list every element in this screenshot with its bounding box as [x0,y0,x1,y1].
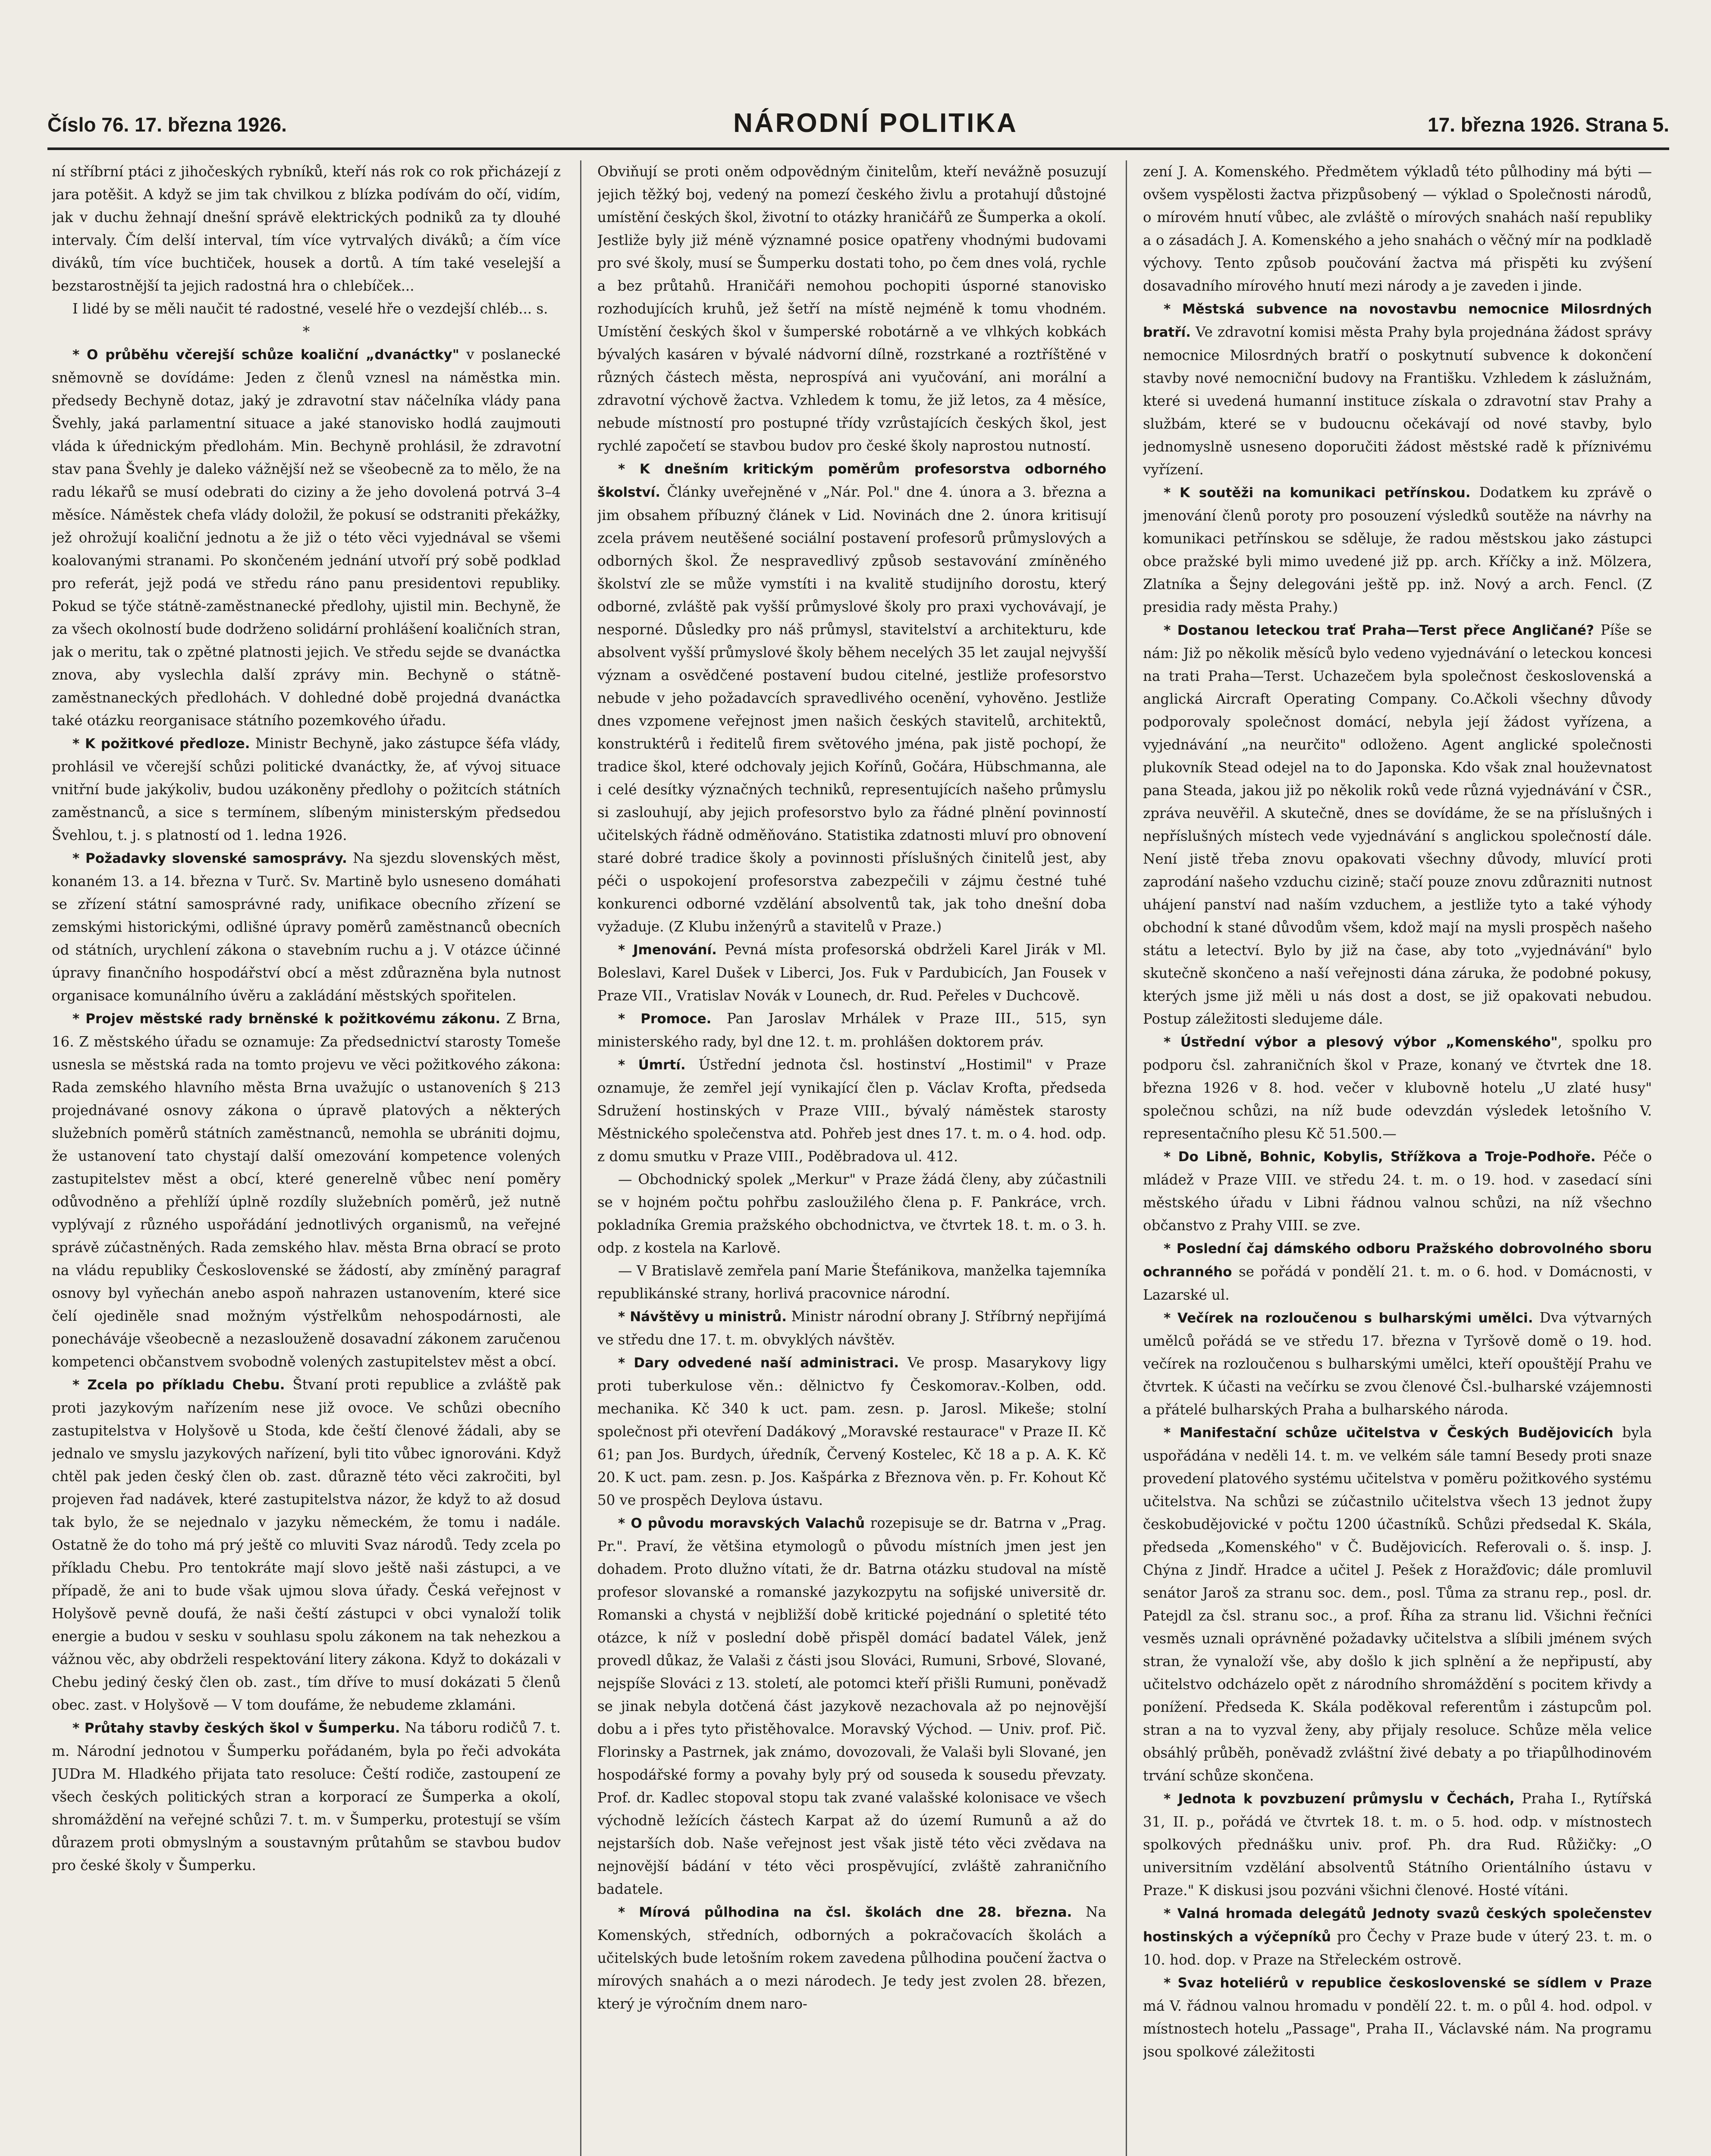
article-text: Ve prosp. Masarykovy ligy proti tuberkulose věn.: dělnictvo fy Českomorav.-Kolben, odd. mechanika. Kč 340 k uct. pam. zesn. p. Jarosl. Mikeše; stolní společnost při otevření Dadákový „Moravské restaurace" v Praze II. Kč 61; pan Jos. Burdych, úředník, Červený Kostelec, Kč 18 a p. A. K. Kč 20. K uct. pam. zesn. p. Jos. Kašpárka z Březnova věn. p. Fr. Kohout Kč 50 ve prospěch Deylova ústavu. [597,1354,1106,1508]
article-text: Praha I., Rytířská 31, II. p., pořádá ve čtvrtek 18. t. m. o 5. hod. odp. v místnostech spolkových přednášku univ. prof. Ph. dra Rud. Růžičky: „O universitním vzdělání absolventů Státního Orientálního ústavu v Praze." K diskusi jsou pozváni všichni členové. Hosté vítáni. [1143,1790,1652,1899]
article-paragraph [597,1351,1106,1512]
header-rule [47,147,1669,150]
article-heading: * Ústřední výbor a plesový výbor „Komenského" [1164,1034,1558,1050]
article-paragraph [52,298,561,320]
column-3 [1143,160,1652,2156]
column-divider [1126,160,1127,2156]
article-text: Péče o mládež v Praze VIII. ve středu 24. t. m. o 19. hod. v zasedací síni městského úřadu v Libni řádnou valnou schůzi, na níž všechno občanstvo z Prahy VIII. se zve. [1143,1148,1652,1234]
article-paragraph [597,1512,1106,1901]
column-2 [597,160,1106,2156]
article-text: Na táboru rodičů 7. t. m. Národní jednotou v Šumperku pořádaném, byla po řeči advokáta JUDra M. Hladkého přijata tato resoluce: Čeští rodiče, zastoupení ze všech českých politických stran a korporací ze Šumperka a okolí, shromáždění na veřejné schůzi 7. t. m. v Šumperku, protestují se vším důrazem proti obmyslným a soustavným průtahům se stavbou budov pro české školy v Šumperku. [52,1720,561,1874]
article-paragraph [1143,1971,1652,2063]
article-paragraph [597,1053,1106,1168]
article-text: Články uveřejněné v „Nár. Pol." dne 4. února a 3. března a jim obsahem příbuzný článek v Lid. Novinách dne 2. února kritisují zcela právem neutěšené sociální postavení profesorů průmyslových a odborných škol. Že nespravedlivý způsob sestavování zmíněného školství zle se může vymstíti i na kvalitě studijního dorostu, který odborné, zvláště pak vyšší průmyslové školy pro praxi vychovávají, je nesporné. Důsledky pro náš průmysl, stavitelství a architekturu, kde absolvent vyšší průmyslové školy během necelých 35 let zaujal nejvyšší význam a osvědčené postavení budou citelné, jestliže profesorstvo nebude v jeho požadavcích spravedlivého ocenění, vyhověno. Jestliže dnes vzpomene veřejnost jmen našich českých stavitelů, architektů, konstruktérů i ředitelů firem světového jména, pak jistě pochopí, že tradice škol, které odchovaly jejich Kořínů, Gočára, Hübschmanna, ale i celé desítky význačných techniků, representujících našeho průmyslu si zaslouhují, aby jejich profesorstvo bylo za řádné plnění povinností učitelských řádně odměňováno. Statistika zdatnosti mluví pro obnovení staré dobré tradice školy a povinnosti příslušných činitelů jest, aby péči o uspokojení profesorstva zabezpečili v zájmu čestné tuhé konkurenci odborné vzdělání absolventů tak, jak toho dnešní doba vyžaduje. (Z Klubu inženýrů a stavitelů v Praze.) [597,484,1106,935]
article-text: Ve zdravotní komisi města Prahy byla projednána žádost správy nemocnice Milosrdných bratří o poskytnutí subvence k dokončení stavby nové nemocniční budovy na Františku. Vzhledem k záslužnám, které si uvedená humanní instituce získala o zdravotní stav Prahy a službám, které se v budoucnu očekávají od nové stavby, bylo jednomyslně usneseno doporučiti žádost městské radě k příznivému vyřízení. [1143,324,1652,478]
article-heading: * Svaz hoteliérů v republice československé se sídlem v Praze [1164,1975,1652,1991]
article-paragraph [52,343,561,732]
article-heading: * Dostanou leteckou trať Praha—Terst přece Angličané? [1164,623,1594,638]
article-text: — Obchodnický spolek „Merkur" v Praze žádá členy, aby zúčastnili se v hojném počtu pohřbu zasloužilého člena p. F. Pankráce, vrch. pokladníka Gremia pražského obchodnictva, ve čtvrtek 18. t. m. o 3. h. odp. z kostela na Karlově. [597,1171,1106,1256]
article-text: Píše se nám: Již po několik měsíců bylo vedeno vyjednávání o leteckou koncesi na trati Praha—Terst. Uchazečem byla společnost československá a anglická Aircraft Operating Company. Co.Ačkoli všechny důvody podporovaly společnost domácí, nebyla její žádost vyřízena, a vyjednávání „na neurčito" odloženo. Agent anglické společnosti plukovník Stead odejel na to do Japonska. Kdo však znal houževnatost pana Steada, jakou již po několik roků vede různá vyjednávání v ČSR., zpráva neuvěřil. A skutečně, dnes se dovídáme, že se na příslušných i nepříslušných místech vede vyjednávání s anglickou společností dále. Není jistě třeba znovu opakovati všechny důvody, mluvící proti zaprodání našeho vzduchu cizině; stačí pouze znovu zdůrazniti nutnost uhájení panství nad naším vzduchem, a jestliže tyto a také výhody obchodní k stané důvodům všem, kdož mají na mysli prospěch našeho státu a letectví. Bylo by již na čase, aby toto „vyjednávání" bylo skutečně skončeno a naší veřejnosti dána záruka, že podobné pokusy, kterých jsme již měli u nás dost a dost, se již opakovati nebudou. Postup záležitosti sledujeme dále. [1143,622,1652,1027]
article-paragraph [52,1373,561,1717]
article-text: Pevná místa profesorská obdrželi Karel Jirák v Ml. Boleslavi, Karel Dušek v Liberci, Jos. Fuk v Pardubicích, Jan Fousek v Praze VII., Vratislav Novák v Lounech, dr. Rud. Peřeles v Duchcově. [597,941,1106,1004]
article-heading: * K soutěži na komunikaci petřínskou. [1164,485,1471,501]
article-text: pro Čechy v Praze bude v úterý 23. t. m. o 10. hod. dop. v Praze na Střeleckém ostrově. [1143,1928,1652,1968]
article-heading: * O původu moravských Valachů [618,1516,865,1531]
article-heading: * Návštěvy u ministrů. [618,1309,787,1325]
article-text: rozepisuje se dr. Batrna v „Prag. Pr.". Praví, že většina etymologů o původu místních jmen jest jen dohadem. Proto dlužno vítati, že dr. Batrna otázku studoval na místě profesor slovanské a romanské jazykozpytu na sofijské universitě dr. Romanski a chystá v nejbližší době kritické pojednání o spletité této otázce, k níž v poslední době přispěl domácí badatel Válek, jenž provedl důkaz, že Valaši z části jsou Slováci, Rumuni, Srbové, Slované, nejspíše Slováci z 13. století, ale potomci kteří přišli Rumuni, poněvadž se jinak nebyla dotčená část jazykově nezachovala až po nejnovější dobu a i přes tyto přistěhovalce. Moravský Východ. — Univ. prof. Pič. Florinsky a Pastrnek, jak známo, dovozovali, že Valaši byli Slované, jen hospodářské formy a povahy byly prý od souseda k sousedu převzaty. Prof. dr. Kadlec stopoval stopu tak zvané valašské kolonisace ve všech východně ležících částech Karpat až do území Rumunů a až do nejstarších dob. Naše veřejnost jest však jistě této věci zvědava na nejnovější bádání v této věci prospěvující, zvláště zahraničního badatele. [597,1515,1106,1897]
article-paragraph [597,938,1106,1007]
article-text: Ministr Bechyně, jako zástupce šéfa vlády, prohlásil ve včerejší schůzi politické dvanáctky, že, ať vývoj situace vnitřní bude jakýkoliv, budou uzákoněny předlohy o požitcích státních zaměstnanců, a sice s termínem, slíbeným ministerským předsedou Švehlou, t. j. s platností od 1. ledna 1926. [52,735,561,843]
article-heading: * Projev městské rady brněnské k požitkovému zákonu. [72,1011,501,1027]
article-heading: * Promoce. [618,1011,712,1027]
article-text: Obviňují se proti oněm odpovědným činitelům, kteří nevážně posuzují jejich těžký boj, vedený na pomezí českého živlu a protahují důstojné umístění českých škol, životní to otázky hraničářů ze Šumperka a okolí. Jestliže byly již méně významné posice opatřeny vhodnými budovami pro své školy, musí se Šumperku dostati toho, po čem dnes volá, rychle a bez průtahů. Hraničáři nemohou pochopiti úsporné stanovisko rozhodujících kruhů, jež šetří na místě nejméně k tomu vhodném. Umístění českých škol v šumperské robotárně a ve vlhkých kobkách bývalých kasáren v bývalé nádvorní dílně, rozstrkané a roztříštěné v různých částech města, neprospívá ani vyučování, ani morální a zdravotní výchově žactva. Vzhledem k tomu, že již letos, za 4 měsíce, nebude místností pro postupné třídy vzrůstajících českých škol, jest rychlé započetí se stavbou budov pro české školy naprostou nutností. [597,163,1106,454]
article-heading: * K požitkové předloze. [72,736,250,752]
article-heading: * Úmrtí. [618,1057,686,1073]
article-paragraph [1143,1307,1652,1421]
column-divider [580,160,581,2156]
article-text: Ministr národní obrany J. Stříbrný nepřijímá ve středu dne 17. t. m. obvyklých návštěv. [597,1308,1106,1348]
article-heading: * Valná hromada delegátů Jednoty svazů českých společenstev hostinských a výčepníků [1143,1906,1652,1945]
article-heading: * Do Libně, Bohnic, Kobylis, Střížkova a Troje-Podhoře. [1164,1149,1596,1165]
article-paragraph [1143,160,1652,298]
article-heading: * Zcela po příkladu Chebu. [72,1377,285,1393]
article-paragraph [597,1168,1106,1260]
article-heading: * Jednota k povzbuzení průmyslu v Čechách, [1164,1791,1515,1807]
article-heading: * Mírová půlhodina na čsl. školách dne 28. března. [618,1905,1072,1920]
masthead-title: NÁRODNÍ POLITIKA [733,108,1018,138]
article-text: byla uspořádána v neděli 14. t. m. ve velkém sále tamní Besedy proti snaze provedení platového systému učitelstva v poměru požitkového systému učitelstva. Na schůzi se zúčastnilo učitelstva všech 13 jednot župy českobudějovické v počtu 1200 účastníků. Schůzi předsedal K. Skála, předseda „Komenského" v Č. Budějovicích. Referovali o. š. insp. J. Chýna z Jindř. Hradce a učitel J. Pešek z Horažďovic; dále promluvil senátor Jaroš za stranu soc. dem., posl. Tůma za stranu rep., posl. dr. Patejdl za čsl. stranu soc., a prof. Říha za stranu lid. Všichni řečníci vesměs uznali oprávněné požadavky učitelstva a slíbili jménem svých stran, že vynaloží vše, aby došlo k jich splnění a že nepřipustí, aby učitelstvo odcházelo opět z národního shromáždění s pocitem křivdy a ponížení. Předseda K. Skála poděkoval referentům i zástupcům pol. stran a na to vyzval ženy, aby přijaly resoluce. Schůze měla velice obsáhlý průběh, poněvadž zvláštní živé debaty a po třiapůlhodinovém trvání schůze skončena. [1143,1424,1652,1784]
article-paragraph [1143,619,1652,1031]
article-heading: * Poslední čaj dámského odboru Pražského dobrovolného sboru ochranného [1143,1241,1652,1280]
article-text: Z Brna, 16. Z městského úřadu se oznamuje: Za předsednictví starosty Tomeše usnesla se městská rada na tomto projevu ve věci požitkového zákona: Rada zemského hlavního města Brna uvažujíc o ustanoveních § 213 projednávané osnovy zákona o úpravě platových a některých služebních poměrů státních zaměstnanců, nemohla se ubrániti dojmu, že ustanovení tato chystají další omezování kompetence volených zastupitelstev měst a obcí, které generelně vůbec není poměry odůvodněno a přehlíží úplně rozdíly služebních poměrů, jež nutně vyplývají z různého uspořádání jednotlivých organismů, na veřejné správě zúčastněných. Rada zemského hlav. města Brna obrací se proto na vládu republiky Československé se žádostí, aby zmíněný paragraf osnovy byl vyňechán anebo aspoň nahrazen ustanovením, které sice čelí ojediněle snad možným výstřelkům nehospodárnosti, ale ponecháváje všeobecně a nezaslouženě dosavadní zákonem zaručenou kompetenci občanstvem svobodně volených zastupitelstev měst a obcí. [52,1010,561,1370]
article-text: má V. řádnou valnou hromadu v pondělí 22. t. m. o půl 4. hod. odpol. v místnostech hotelu „Passage", Praha II., Václavské nám. Na programu jsou spolkové záležitosti [1143,1998,1652,2060]
article-text: Pan Jaroslav Mrhálek v Praze III., 515, syn ministerského rady, byl dne 12. t. m. prohlášen doktorem práv. [597,1010,1106,1050]
date-page-number: 17. března 1926. Strana 5. [1428,113,1669,136]
article-heading: * Večírek na rozloučenou s bulharskými umělci. [1164,1310,1533,1326]
page-header [47,108,1669,147]
article-paragraph [597,1260,1106,1305]
article-heading: * Průtahy stavby českých škol v Šumperku. [72,1720,400,1736]
article-heading: * Manifestační schůze učitelstva v Českých Budějovicích [1164,1425,1614,1441]
column-1 [52,160,561,2156]
article-paragraph [1143,1421,1652,1787]
article-text: Dodatkem ku zprávě o jmenování členů poroty pro posouzení výsledků soutěže na návrhy na komunikaci petřínskou se sděluje, že radou městskou jako zástupci obce pražské byli mimo uvedené již pp. arch. Kříčky a inž. Mölzera, Zlatníka a Šejny delegováni ještě pp. inž. Nový a arch. Fencl. (Z presidia rady města Prahy.) [1143,484,1652,615]
article-text: se pořádá v pondělí 21. t. m. o 6. hod. v Domácnosti, v Lazarské ul. [1143,1263,1652,1303]
article-heading: * Dary odvedené naší administraci. [618,1355,899,1371]
article-text: Na sjezdu slovenských měst, konaném 13. a 14. března v Turč. Sv. Martině bylo usneseno domáhati se zřízení státní samosprávné rady, unifikace obecního zřízení se zemskými historickými, odlišné úpravy poměrů zaměstnanců obecních od státních, urychlení zákona o stavebním ruchu a j. V otázce účinné úpravy finančního hospodářství obcí a měst zdůrazněna byla nutnost organisace komunálního úvěru a zakládání městských spořitelen. [52,850,561,1004]
article-paragraph [1143,298,1652,481]
article-paragraph [52,1007,561,1373]
article-paragraph [1143,1237,1652,1307]
article-paragraph [597,1901,1106,2015]
article-paragraph [597,160,1106,458]
article-text: Ústřední jednota čsl. hostinství „Hostimil" v Praze oznamuje, že zemřel její vynikající člen p. Václav Krofta, předseda Sdružení hostinských v Praze VIII., bývalý náměstek starosty Městnického společenstva atd. Pohřeb jest dnes 17. t. m. o 4. hod. odp. z domu smutku v Praze VIII., Poděbradova ul. 412. [597,1056,1106,1165]
article-heading: * Městská subvence na novostavbu nemocnice Milosrdných bratří. [1143,301,1652,340]
article-text: Dva výtvarných umělců pořádá se ve středu 17. března v Tyršově domě o 19. hod. večírek na rozloučenou s bulharskými umělci, kteří opouštějí Prahu ve čtvrtek. K účasti na večírku se zvou členové Čsl.-bulharské vzájemnosti a přátelé bulharských Praha a bulharského národa. [1143,1310,1652,1418]
article-text: ní stříbrní ptáci z jihočeských rybníků, kteří nás rok co rok přicházejí z jara potěšit. A když se jim tak chvilkou z blízka podívám do očí, vidím, jak v duchu žehnají dnešní správě elektrických podniků za ty dlouhé intervaly. Čím delší interval, tím více vytrvalých diváků; a čím více diváků, tím více buchtiček, housek a dortů. A tím také veselejší a bezstarostnější ta jejich radostná hra o chlebíček... [52,163,561,294]
article-paragraph [597,1305,1106,1351]
issue-number-date: Číslo 76. 17. března 1926. [47,113,287,136]
article-paragraph [52,847,561,1007]
article-heading: * Požadavky slovenské samosprávy. [72,851,347,866]
article-text: * [302,323,310,340]
article-paragraph [597,1007,1106,1053]
article-text: Štvaní proti republice a zvláště pak proti jazykovým nařízením nese již ovoce. Ve schůzi obecního zastupitelstva v Holyšově u Stoda, kde čeští členové žádali, aby se jednalo ve smyslu jazykových nařízení, byli tito vůbec ignorováni. Když chtěl pak jeden český člen ob. zast. důrazně této věci zakročiti, byl projeven řad nadávek, které zastupitelstva názor, že když to až dosud tak bylo, že se nejednalo v jazyku německém, že tomu i nadále. Ostatně že do toho má prý ještě co mluviti Svaz národů. Tedy zcela po příkladu Chebu. Pro tentokráte mají slovo ještě naši zástupci, a ve případě, že ani to bude však ujmou slova úřady. Česká veřejnost v Holyšově pevně doufá, že naši čeští zástupci v obci vynaloží tolik energie a budou v sesku v souhlasu spolu zákonem na tak nehezkou a vážnou věc, aby obdrželi respektování litery zákona. Když to dokázali v Chebu jediný český člen ob. zast., tím dříve to musí dokázati 5 členů obec. zast. v Holyšově — V tom doufáme, že nebudeme zklamáni. [52,1376,561,1713]
article-text: v poslanecké sněmovně se dovídáme: Jeden z členů vznesl na náměstka min. předsedy Bechyně dotaz, jaký je zdravotní stav náčelníka vlády pana Švehly, jaká parlamentní situace a jaké stanovisko hodlá zaujmouti vláda k úřednickým předlohám. Min. Bechyně prohlásil, že zdravotní stav pana Švehly je daleko vážnější než se všeobecně za to mělo, že na radu lékařů se musí odebrati do ciziny a že jeho dovolená potrvá 3–4 měsíce. Náměstek chefa vlády doložil, že pokusí se odstraniti překážky, jež ohrožují koaliční jednotu a že již o této věci vyjednával se všemi koalovanými stranami. Po skončeném jednání utvoří prý sobě podklad pro referát, jejž podá ve středu ráno panu presidentovi republiky. Pokud se týče státně-zaměstnanecké předlohy, ujistil min. Bechyně, že za všech okolností bude dodrženo solidární prohlášení koaličních stran, jak o meritu, tak o zpětné platnosti jejich. Ve středu sejde se dvanáctka znova, aby vyslechla další zprávy min. Bechyně o státně-zaměstnaneckých předlohách. V dohledné době projedná dvanáctka také otázku reorganisace státního pozemkového úřadu. [52,346,561,729]
article-paragraph [52,1717,561,1877]
article-heading: * K dnešním kritickým poměrům profesorstva odborného školství. [597,461,1106,500]
article-paragraph [52,160,561,298]
article-text: — V Bratislavě zemřela paní Marie Štefánikova, manželka tajemníka republikánské strany, horlivá pracovnice národní. [597,1263,1106,1302]
article-text: zení J. A. Komenského. Předmětem výkladů této půlhodiny má býti — ovšem vyspělosti žactva přizpůsobený — výklad o Společnosti národů, o mírovém hnutí vůbec, ale zvláště o mírových snahách naší republiky a o zásadách J. A. Komenského a jeho snahách o věčný mír na podkladě výchovy. Tento způsob poučování žactva má přispěti ku zvýšení dosavadního mírového hnutí mezi národy a je zaveden i jinde. [1143,163,1652,294]
article-text: Na Komenských, středních, odborných a pokračovacích školách a učitelských bude letošním rokem zavedena půlhodina poučení žactva o mírových snahách a o mezi národech. Je tedy jest zvolen 28. březen, který je výročním dnem naro- [597,1904,1106,2012]
article-paragraph [52,732,561,847]
article-heading: * Jmenování. [618,942,717,958]
article-paragraph [52,320,561,343]
article-text: , spolku pro podporu čsl. zahraničních škol v Praze, konaný ve čtvrtek dne 18. března 1926 v 8. hod. večer v klubovně hotelu „U zlaté husy" společnou schůzi, na níž bude odevzdán výsledek letošního V. representačního plesu Kč 51.500.— [1143,1034,1652,1142]
article-paragraph [597,458,1106,938]
article-paragraph [1143,1031,1652,1145]
article-text: I lidé by se měli naučit té radostné, veselé hře o vezdejší chléb... s. [72,301,548,317]
article-paragraph [1143,481,1652,619]
article-heading: * O průběhu včerejší schůze koaliční „dvanáctky" [72,347,459,363]
article-paragraph [1143,1787,1652,1902]
article-paragraph [1143,1145,1652,1237]
article-paragraph [1143,1902,1652,1971]
